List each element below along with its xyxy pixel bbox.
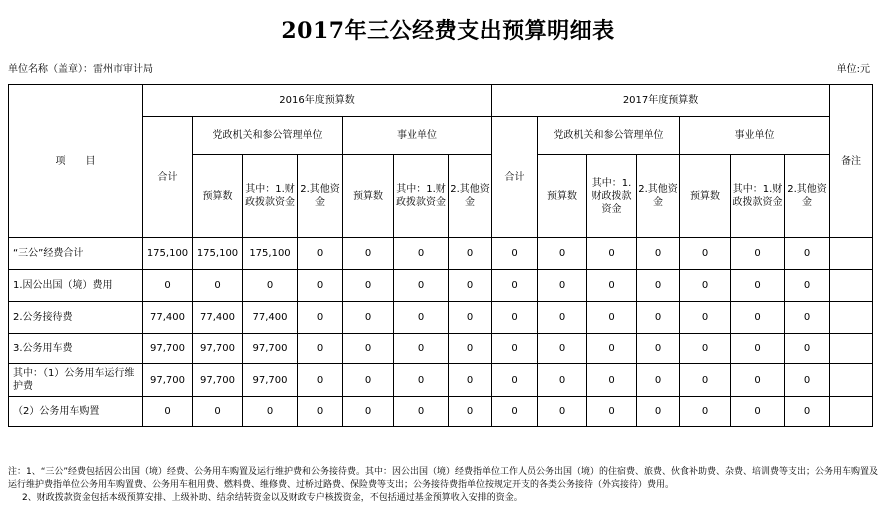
header-fiscal: 其中：1.财政拨款资金 (394, 155, 449, 238)
cell-value: 0 (449, 238, 492, 270)
cell-value: 0 (680, 238, 731, 270)
cell-value: 0 (298, 238, 343, 270)
header-fiscal: 其中：1.财政拨款资金 (587, 155, 637, 238)
cell-value: 0 (343, 334, 394, 364)
cell-value: 0 (449, 334, 492, 364)
cell-value: 97,700 (243, 334, 298, 364)
cell-value: 0 (394, 397, 449, 427)
header-total-2016: 合计 (143, 117, 193, 238)
cell-value: 0 (637, 397, 680, 427)
header-item: 项 目 (9, 85, 143, 238)
cell-value: 0 (680, 334, 731, 364)
cell-value: 0 (587, 302, 637, 334)
cell-value: 0 (680, 302, 731, 334)
table-row (9, 302, 873, 334)
cell-remark (830, 238, 873, 270)
cell-value: 0 (298, 397, 343, 427)
cell-value: 0 (492, 334, 538, 364)
cell-value: 0 (449, 270, 492, 302)
cell-value: 0 (492, 270, 538, 302)
cell-value: 0 (298, 334, 343, 364)
cell-value: 0 (637, 302, 680, 334)
cell-value: 0 (394, 364, 449, 397)
cell-value: 0 (492, 397, 538, 427)
cell-value: 0 (538, 270, 587, 302)
cell-value: 0 (143, 270, 193, 302)
cell-value: 0 (785, 397, 830, 427)
budget-table (8, 84, 873, 427)
header-budget: 预算数 (193, 155, 243, 238)
cell-remark (830, 270, 873, 302)
header-fiscal: 其中：1.财政拨款资金 (243, 155, 298, 238)
cell-value: 0 (538, 364, 587, 397)
cell-remark (830, 364, 873, 397)
cell-remark (830, 302, 873, 334)
cell-remark (830, 397, 873, 427)
cell-value: 0 (587, 334, 637, 364)
cell-value: 0 (449, 364, 492, 397)
header-other: 2.其他资金 (449, 155, 492, 238)
cell-value: 175,100 (143, 238, 193, 270)
cell-value: 0 (637, 270, 680, 302)
cell-value: 0 (587, 397, 637, 427)
header-party-2016: 党政机关和参公管理单位 (193, 117, 343, 155)
cell-value: 0 (680, 270, 731, 302)
cell-value: 0 (492, 364, 538, 397)
row-label: （2）公务用车购置 (9, 397, 143, 427)
cell-value: 77,400 (143, 302, 193, 334)
cell-value: 97,700 (193, 334, 243, 364)
row-label: 其中：（1）公务用车运行维护费 (9, 364, 143, 397)
cell-value: 0 (449, 397, 492, 427)
cell-value: 0 (680, 397, 731, 427)
cell-value: 0 (587, 270, 637, 302)
table-row (9, 397, 873, 427)
cell-value: 0 (298, 364, 343, 397)
note-2: 2、财政拨款资金包括本级预算安排、上级补助、结余结转资金以及财政专户核拨资金，不包括通过基金预算收入安排的资金。 (22, 493, 523, 503)
cell-value: 0 (343, 270, 394, 302)
cell-value: 0 (538, 397, 587, 427)
header-inst-2017: 事业单位 (680, 117, 830, 155)
cell-value: 0 (394, 238, 449, 270)
cell-value: 0 (538, 334, 587, 364)
row-label: “三公”经费合计 (9, 238, 143, 270)
cell-value: 0 (394, 302, 449, 334)
cell-value: 0 (785, 364, 830, 397)
cell-value: 0 (731, 238, 785, 270)
table-row (9, 334, 873, 364)
cell-value: 0 (298, 270, 343, 302)
cell-value: 97,700 (143, 364, 193, 397)
header-2016: 2016年度预算数 (143, 85, 492, 117)
header-remark: 备注 (830, 85, 873, 238)
notes (8, 466, 880, 505)
cell-value: 77,400 (193, 302, 243, 334)
cell-value: 0 (731, 270, 785, 302)
cell-value: 77,400 (243, 302, 298, 334)
cell-value: 0 (449, 302, 492, 334)
cell-value: 0 (243, 270, 298, 302)
cell-value: 0 (243, 397, 298, 427)
header-inst-2016: 事业单位 (343, 117, 492, 155)
header-2017: 2017年度预算数 (492, 85, 830, 117)
row-label: 3.公务用车费 (9, 334, 143, 364)
cell-value: 0 (785, 270, 830, 302)
table-row (9, 270, 873, 302)
row-label: 2.公务接待费 (9, 302, 143, 334)
cell-value: 97,700 (243, 364, 298, 397)
cell-value: 0 (492, 238, 538, 270)
row-label: 1.因公出国（境）费用 (9, 270, 143, 302)
unit-currency: 单位:元 (836, 64, 870, 75)
unit-name: 单位名称（盖章）：雷州市审计局 (8, 64, 153, 75)
cell-value: 0 (193, 397, 243, 427)
cell-value: 0 (680, 364, 731, 397)
header-party-2017: 党政机关和参公管理单位 (538, 117, 680, 155)
note-1: 注：1、“三公”经费包括因公出国（境）经费、公务用车购置及运行维护费和公务接待费。其中：因公出国（境）经费指单位工作人员公务出国（境）的住宿费、旅费、伙食补助费、杂费、培训费等支出；公务用车购置及运行维护费指单位公务用车购置费、公务用车租用费、燃料费、维修费、过桥过路费、保险费等支出；公务接待费指单位按规定开支的各类公务接待（外宾接待）费用。 (8, 467, 879, 490)
cell-remark (830, 334, 873, 364)
cell-value: 0 (298, 302, 343, 334)
cell-value: 0 (538, 302, 587, 334)
cell-value: 0 (394, 270, 449, 302)
header-fiscal: 其中：1.财政拨款资金 (731, 155, 785, 238)
cell-value: 0 (343, 302, 394, 334)
header-budget: 预算数 (538, 155, 587, 238)
cell-value: 0 (731, 334, 785, 364)
cell-value: 0 (343, 364, 394, 397)
header-budget: 预算数 (680, 155, 731, 238)
cell-value: 0 (538, 238, 587, 270)
cell-value: 0 (731, 397, 785, 427)
cell-value: 97,700 (193, 364, 243, 397)
cell-value: 0 (731, 302, 785, 334)
header-budget: 预算数 (343, 155, 394, 238)
cell-value: 0 (394, 334, 449, 364)
table-row (9, 364, 873, 397)
cell-value: 175,100 (243, 238, 298, 270)
cell-value: 0 (343, 238, 394, 270)
cell-value: 0 (637, 334, 680, 364)
cell-value: 0 (343, 397, 394, 427)
cell-value: 175,100 (193, 238, 243, 270)
page-title: 2017年三公经费支出预算明细表 (281, 18, 615, 44)
header-other: 2.其他资金 (637, 155, 680, 238)
cell-value: 97,700 (143, 334, 193, 364)
cell-value: 0 (731, 364, 785, 397)
cell-value: 0 (637, 238, 680, 270)
cell-value: 0 (492, 302, 538, 334)
table-row (9, 238, 873, 270)
cell-value: 0 (785, 302, 830, 334)
cell-value: 0 (637, 364, 680, 397)
cell-value: 0 (785, 238, 830, 270)
header-other: 2.其他资金 (298, 155, 343, 238)
header-other: 2.其他资金 (785, 155, 830, 238)
cell-value: 0 (193, 270, 243, 302)
cell-value: 0 (785, 334, 830, 364)
cell-value: 0 (587, 364, 637, 397)
cell-value: 0 (143, 397, 193, 427)
header-total-2017: 合计 (492, 117, 538, 238)
cell-value: 0 (587, 238, 637, 270)
